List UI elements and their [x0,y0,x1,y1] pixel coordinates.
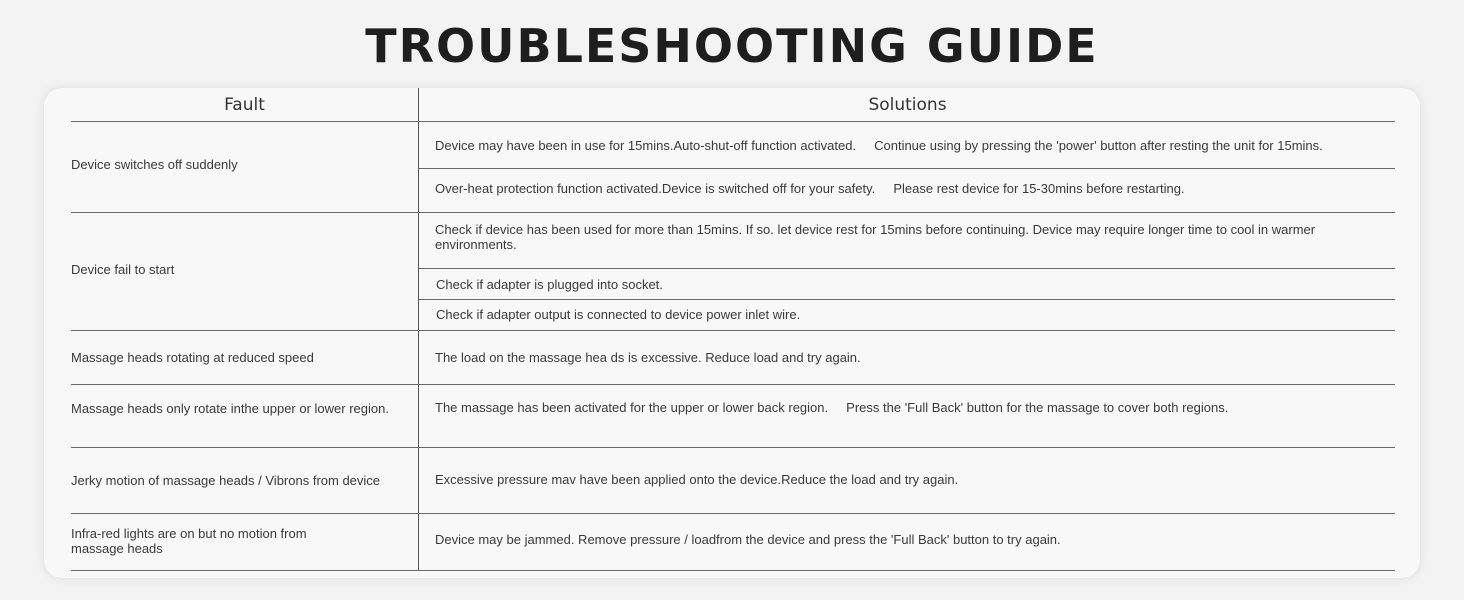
fault-cell: Massage heads rotating at reduced speed [71,350,314,365]
row-divider [71,384,1395,385]
fault-cell: Jerky motion of massage heads / Vibrons from device [71,473,381,488]
solution-cell: Excessive pressure mav have been applied onto the device.Reduce the load and try again. [435,472,959,487]
troubleshooting-table-card [44,88,1420,578]
solution-cell: Device may have been in use for 15mins.Auto-shut-off function activated. Continue using by pressing the 'power' button after resting the unit for 15mins. [435,138,1323,153]
header-divider [71,121,1395,122]
solution-cell: Check if adapter output is connected to device power inlet wire. [436,307,801,322]
page-title: TROUBLESHOOTING GUIDE [365,19,1099,73]
solutions-column-header: Solutions [868,95,947,115]
fault-cell: Device fail to start [71,262,175,277]
row-divider [71,330,1395,331]
solution-divider [419,268,1395,269]
solution-cell: Check if adapter is plugged into socket. [436,277,663,292]
row-divider [71,513,1395,514]
fault-column-header: Fault [224,95,265,115]
row-divider [71,447,1395,448]
solution-divider [419,299,1395,300]
fault-cell: Infra-red lights are on but no motion from massage heads [71,526,307,556]
table-bottom-border [71,570,1395,571]
solution-cell: The massage has been activated for the upper or lower back region. Press the 'Full Back' button for the massage to cover both regions. [435,400,1229,415]
solution-cell: Over-heat protection function activated.Device is switched off for your safety. Please rest device for 15-30mins before restarting. [435,181,1185,196]
fault-cell: Device switches off suddenly [71,157,238,172]
solution-divider [419,168,1395,169]
solution-cell: The load on the massage hea ds is excessive. Reduce load and try again. [435,350,861,365]
row-divider [71,212,1395,213]
fault-cell: Massage heads only rotate inthe upper or lower region. [71,401,389,416]
solution-cell: Check if device has been used for more than 15mins. If so. let device rest for 15mins before continuing. Device may require longer time to cool in warmer environments. [435,222,1316,252]
solution-cell: Device may be jammed. Remove pressure / loadfrom the device and press the 'Full Back' button to try again. [435,532,1061,547]
